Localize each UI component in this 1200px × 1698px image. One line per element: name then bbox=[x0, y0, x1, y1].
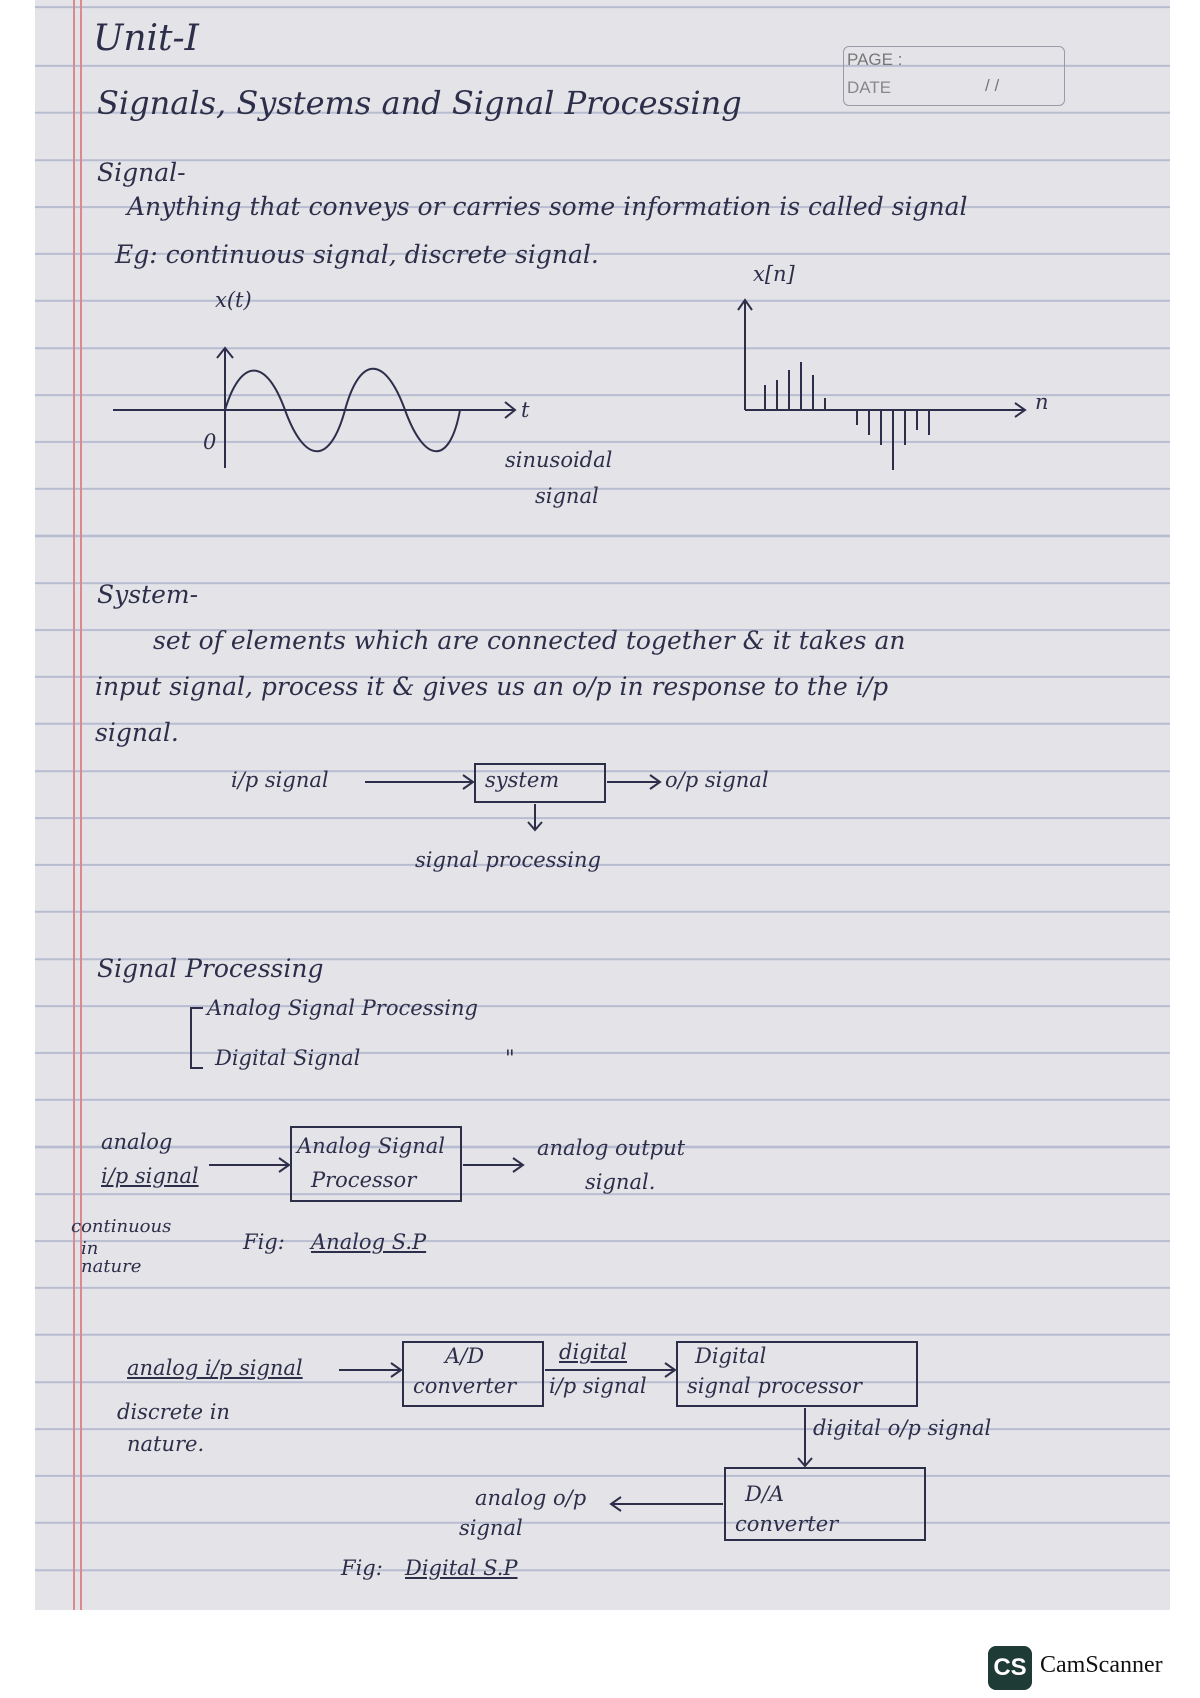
discrete-note-2: nature. bbox=[127, 1432, 205, 1456]
xn-label: x[n] bbox=[753, 262, 795, 286]
diagram-input-label: i/p signal bbox=[231, 768, 329, 792]
branch-digital: Digital Signal bbox=[215, 1046, 361, 1070]
discrete-note-1: discrete in bbox=[117, 1400, 230, 1424]
digital-caption-prefix: Fig: bbox=[341, 1556, 383, 1580]
analog-caption: Analog S.P bbox=[311, 1230, 427, 1254]
analog-output-1: analog output bbox=[537, 1136, 686, 1160]
analog-input-2: i/p signal bbox=[101, 1164, 199, 1188]
digital-input: analog i/p signal bbox=[127, 1356, 303, 1380]
continuous-note-3: nature bbox=[81, 1256, 142, 1277]
xt-label: x(t) bbox=[215, 288, 252, 312]
margin-line bbox=[80, 0, 82, 1610]
system-line-1: set of elements which are connected together & it takes an bbox=[153, 626, 906, 655]
system-line-3: signal. bbox=[95, 718, 179, 747]
processing-heading: Signal Processing bbox=[97, 954, 324, 983]
notebook-page bbox=[35, 0, 1170, 1610]
final-output-1: analog o/p bbox=[475, 1486, 587, 1510]
branch-analog: Analog Signal Processing bbox=[207, 996, 478, 1020]
final-output-2: signal bbox=[459, 1516, 523, 1540]
diagram-system-label: system bbox=[485, 768, 560, 792]
signal-heading: Signal- bbox=[97, 158, 186, 187]
digital-caption: Digital S.P bbox=[405, 1556, 518, 1580]
analog-box-2: Processor bbox=[311, 1168, 417, 1192]
digital-mid-2: i/p signal bbox=[549, 1374, 647, 1398]
dsp-output: digital o/p signal bbox=[813, 1416, 992, 1440]
unit-heading: Unit-I bbox=[93, 18, 199, 59]
analog-output-2: signal. bbox=[585, 1170, 656, 1194]
page-title: Signals, Systems and Signal Processing bbox=[97, 84, 742, 122]
dsp-box-2: signal processor bbox=[687, 1374, 862, 1398]
discrete-signal-plot bbox=[735, 280, 1065, 480]
date-value: / / bbox=[985, 76, 1000, 95]
sinusoidal-caption-2: signal bbox=[535, 484, 599, 508]
dsp-box-1: Digital bbox=[695, 1344, 767, 1368]
signal-definition: Anything that conveys or carries some information is called signal bbox=[127, 192, 968, 221]
digital-sp-diagram bbox=[335, 1338, 1015, 1548]
sinusoidal-caption-1: sinusoidal bbox=[505, 448, 613, 472]
page-label: PAGE : bbox=[847, 50, 903, 69]
continuous-note-2: in bbox=[81, 1238, 99, 1259]
n-label: n bbox=[1035, 390, 1049, 414]
ad-box-1: A/D bbox=[445, 1344, 485, 1368]
digital-mid-1: digital bbox=[559, 1340, 627, 1364]
analog-box-1: Analog Signal bbox=[297, 1134, 445, 1158]
analog-input-1: analog bbox=[101, 1130, 173, 1154]
ad-box-2: converter bbox=[413, 1374, 517, 1398]
da-box-2: converter bbox=[735, 1512, 839, 1536]
camscanner-logo: CS bbox=[988, 1646, 1032, 1690]
t-label: t bbox=[521, 398, 530, 422]
camscanner-text: CamScanner bbox=[1040, 1652, 1163, 1678]
signal-examples: Eg: continuous signal, discrete signal. bbox=[115, 240, 599, 269]
continuous-signal-plot bbox=[105, 300, 585, 470]
margin-line bbox=[73, 0, 75, 1610]
system-line-2: input signal, process it & gives us an o/p in response to the i/p bbox=[95, 672, 889, 701]
date-label: DATE bbox=[847, 78, 892, 97]
ditto-mark: " bbox=[505, 1046, 515, 1070]
continuous-note-1: continuous bbox=[71, 1216, 172, 1237]
da-box-1: D/A bbox=[745, 1482, 785, 1506]
system-heading: System- bbox=[97, 580, 199, 609]
analog-caption-prefix: Fig: bbox=[243, 1230, 285, 1254]
bracket-line bbox=[191, 1008, 203, 1068]
diagram-below-label: signal processing bbox=[415, 848, 601, 872]
origin-label: 0 bbox=[203, 430, 217, 454]
diagram-output-label: o/p signal bbox=[665, 768, 769, 792]
